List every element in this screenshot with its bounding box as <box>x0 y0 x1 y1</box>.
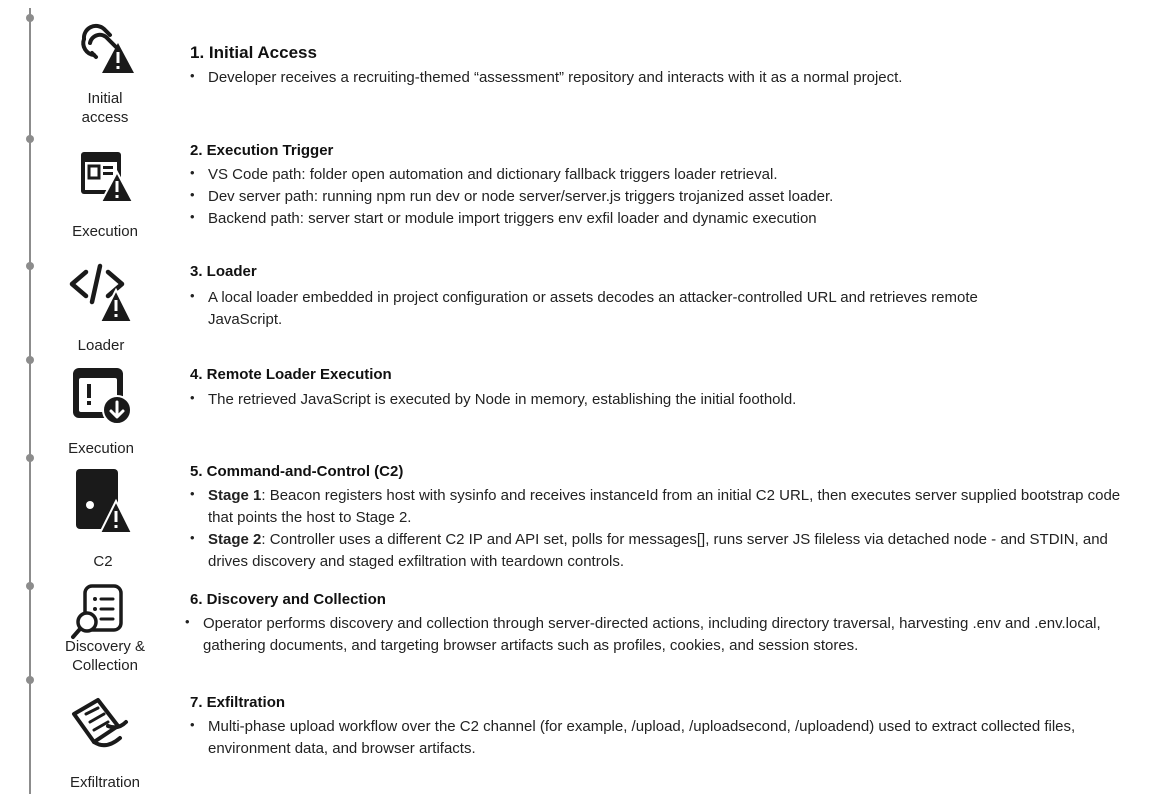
list-item: • VS Code path: folder open automation and dictionary fallback triggers loader retrieval. <box>186 164 1146 186</box>
timeline-dot <box>26 14 34 22</box>
server-warning-icon <box>68 470 138 534</box>
stage-title: 5. Command-and-Control (C2) <box>190 463 404 480</box>
document-exfil-icon <box>66 692 136 756</box>
timeline-dot <box>26 582 34 590</box>
stage-label: Initial access <box>81 90 129 126</box>
bullet-prefix: Stage 1 <box>208 487 262 504</box>
stage-title: 2. Execution Trigger <box>190 142 334 159</box>
bullet-list <box>186 287 986 331</box>
stage-label: Execution <box>68 440 134 457</box>
list-item: • Developer receives a recruiting-themed “assessment” repository and interacts with it as a normal project. <box>186 67 966 89</box>
timeline-dot <box>26 676 34 684</box>
list-item: • Operator performs discovery and collection through server-directed actions, including directory traversal, harvesting .env and .env.local, gathering documents, and targeting browser artifacts such as profiles, cookies, and session stores. <box>181 613 1151 657</box>
timeline-dot <box>26 262 34 270</box>
list-search-icon <box>66 580 136 644</box>
stage-title: 3. Loader <box>190 263 257 280</box>
bullet-list <box>181 613 1151 657</box>
list-item: • The retrieved JavaScript is executed by Node in memory, establishing the initial foothold. <box>186 389 886 411</box>
list-item <box>186 529 1121 573</box>
list-item: • Backend path: server start or module import triggers env exfil loader and dynamic execution <box>186 208 1146 230</box>
bullet-text: : Beacon registers host with sysinfo and receives instanceId from an initial C2 URL, then executes server supplied bootstrap code that points the host to Stage 2. <box>208 487 1121 526</box>
code-warning-icon <box>66 262 136 326</box>
stage-label: C2 <box>93 553 113 570</box>
list-item: • Multi-phase upload workflow over the C2 channel (for example, /upload, /uploadsecond, /uploadend) used to extract collected files, environment data, and browser artifacts. <box>186 716 1121 760</box>
bullet-prefix: Stage 2 <box>208 531 262 548</box>
timeline-dot <box>26 356 34 364</box>
bullet-list <box>186 164 1146 230</box>
stage-title: 1. Initial Access <box>190 43 317 62</box>
list-item <box>186 485 1121 529</box>
list-item: • A local loader embedded in project configuration or assets decodes an attacker-controlled URL and retrieves remote JavaScript. <box>186 287 986 331</box>
stage-label: Loader <box>77 337 125 354</box>
bullet-list <box>186 67 966 89</box>
bullet-text: : Controller uses a different C2 IP and API set, polls for messages[], runs server JS fileless via detached node - and STDIN, and drives discovery and staged exfiltration with teardown controls. <box>208 531 1108 570</box>
window-download-icon <box>66 364 136 428</box>
stage-title: 7. Exfiltration <box>190 694 286 711</box>
bullet-list <box>186 716 1121 760</box>
timeline-dot <box>26 454 34 462</box>
stage-title: 4. Remote Loader Execution <box>190 366 392 383</box>
bullet-list <box>186 389 886 411</box>
stage-label: Execution <box>72 223 138 240</box>
stage-label: Exfiltration <box>69 774 141 791</box>
chain-link-warning-icon <box>70 16 140 80</box>
timeline-dot <box>26 135 34 143</box>
bullet-list <box>186 485 1121 573</box>
window-warning-icon <box>70 146 140 210</box>
stage-label: Discovery & Collection <box>64 638 146 674</box>
stage-title: 6. Discovery and Collection <box>190 591 386 608</box>
list-item: • Dev server path: running npm run dev or node server/server.js triggers trojanized asset loader. <box>186 186 1146 208</box>
